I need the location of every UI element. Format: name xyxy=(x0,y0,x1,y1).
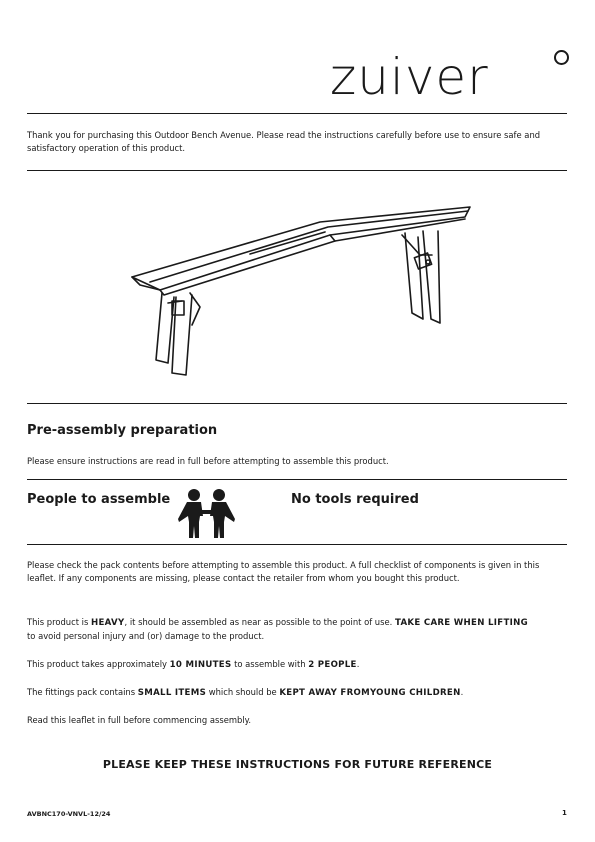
read-leaflet-text: Read this leaflet in full before commencing assembly. xyxy=(27,715,252,725)
pre-assembly-heading: Pre-assembly preparation xyxy=(27,423,218,438)
pack-check-text: Please check the pack contents before attempting to assemble this product. A full checklist of components is given in this leaflet. If any components are missing, please contact the retailer from whom you bought this product. xyxy=(27,560,540,583)
page-number: 1 xyxy=(562,809,567,817)
people-emphasis: 2 PEOPLE xyxy=(308,660,357,670)
brand-logo xyxy=(330,46,570,108)
divider-intro xyxy=(27,170,567,171)
no-tools-label: No tools required xyxy=(291,492,419,507)
assembly-time-text: This product takes approximately 10 MINUTES to assemble with 2 PEOPLE. xyxy=(27,659,360,670)
divider-body xyxy=(27,544,567,545)
fittings-warning: The fittings pack contains SMALL ITEMS which should be KEPT AWAY FROMYOUNG CHILDREN. xyxy=(27,687,464,698)
take-care-emphasis: TAKE CARE WHEN LIFTING xyxy=(394,618,528,628)
logo-ring-icon xyxy=(554,50,569,65)
time-emphasis: 10 MINUTES xyxy=(169,660,232,670)
divider-pre-assembly xyxy=(27,403,567,404)
heavy-emphasis: HEAVY xyxy=(91,618,125,628)
divider-top xyxy=(27,113,567,114)
bench-illustration xyxy=(120,195,480,380)
intro-text: Thank you for purchasing this Outdoor Bench Avenue. Please read the instructions carefully before use to ensure safe and satisfactory operation of this product. xyxy=(27,130,541,153)
two-people-icon xyxy=(177,488,237,540)
people-label: People to assemble xyxy=(27,492,171,507)
small-items-emphasis: SMALL ITEMS xyxy=(137,688,207,698)
logo-wordmark: zuiver xyxy=(330,48,489,106)
keep-away-emphasis: KEPT AWAY FROMYOUNG CHILDREN xyxy=(279,688,461,698)
pre-assembly-text: Please ensure instructions are read in full before attempting to assemble this product. xyxy=(27,456,389,466)
heavy-warning: This product is HEAVY, it should be assembled as near as possible to the point of use. TAKE CARE WHEN LIFTING to avoid personal injury and (or) damage to the product. xyxy=(27,617,528,641)
document-code: AVBNC170-VNVL-12/24 xyxy=(27,810,111,818)
keep-instructions-notice: PLEASE KEEP THESE INSTRUCTIONS FOR FUTURE REFERENCE xyxy=(102,758,493,771)
divider-people xyxy=(27,479,567,480)
